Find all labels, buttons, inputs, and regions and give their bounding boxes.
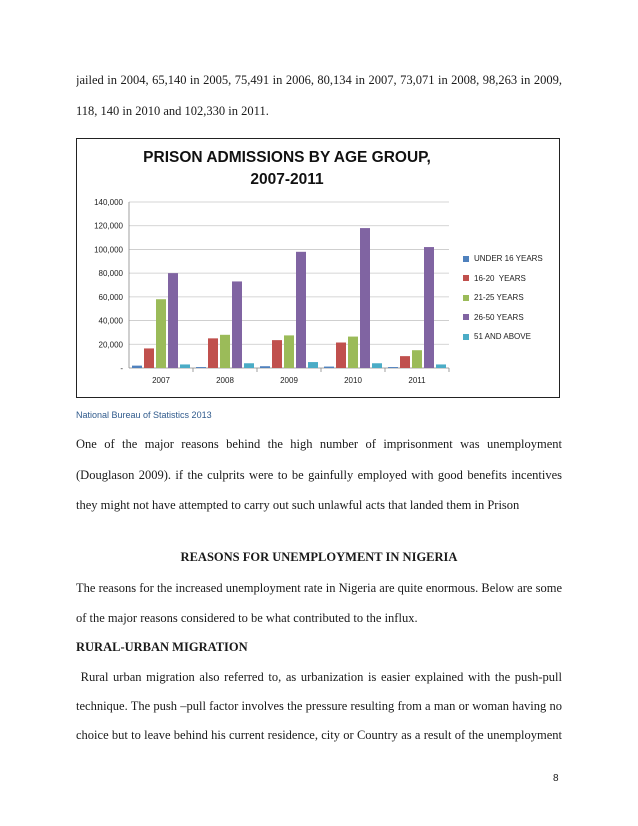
- bar-2010-series-0: [324, 367, 334, 368]
- bar-2008-series-0: [196, 367, 206, 368]
- legend-item: [463, 327, 543, 347]
- page-number: 8: [553, 773, 559, 784]
- bar-2009-series-1: [272, 340, 282, 368]
- bar-2011-series-0: [388, 367, 398, 368]
- bar-2008-series-4: [244, 363, 254, 368]
- bar-2008-series-3: [232, 281, 242, 368]
- para3-line-3: choice but to leave behind his current residence, city or Country as a result of the unemployment: [76, 728, 562, 742]
- legend-label: UNDER 16 YEARS: [474, 254, 543, 264]
- legend-item: [463, 249, 543, 269]
- legend-label: 16-20 YEARS: [474, 273, 526, 283]
- x-tick-label: 2009: [280, 376, 298, 385]
- y-tick-label: 60,000: [98, 292, 123, 302]
- legend-label: 26-50 YEARS: [474, 312, 524, 322]
- heading-rural-urban: RURAL-URBAN MIGRATION: [76, 640, 248, 654]
- para3-line-2: technique. The push –pull factor involves the pressure resulting from a man or woman having no: [76, 699, 562, 713]
- x-tick-label: 2007: [152, 376, 170, 385]
- y-tick-label: -: [120, 364, 123, 373]
- chart-source: National Bureau of Statistics 2013: [76, 410, 212, 420]
- y-tick-label: 120,000: [94, 221, 123, 231]
- bar-2007-series-2: [156, 299, 166, 368]
- bar-2010-series-4: [372, 363, 382, 368]
- chart-title-line-2: 2007-2011: [250, 171, 324, 188]
- legend-item: [463, 269, 543, 289]
- legend-swatch: [463, 314, 469, 320]
- bar-2011-series-3: [424, 247, 434, 368]
- bar-2009-series-2: [284, 335, 294, 368]
- bar-2010-series-3: [360, 228, 370, 368]
- prison-admissions-chart: [76, 138, 560, 398]
- y-tick-label: 100,000: [94, 245, 123, 255]
- para2-line-1: The reasons for the increased unemployment rate in Nigeria are quite enormous. Below are some: [76, 581, 562, 595]
- para3-line-1: Rural urban migration also referred to, as urbanization is easier explained with the push-pull: [76, 670, 562, 684]
- intro-line-1: jailed in 2004, 65,140 in 2005, 75,491 in 2006, 80,134 in 2007, 73,071 in 2008, 98,263 in 2009,: [76, 73, 562, 87]
- heading-reasons: REASONS FOR UNEMPLOYMENT IN NIGERIA: [180, 550, 458, 564]
- y-tick-label: 140,000: [94, 198, 123, 207]
- bar-2008-series-2: [220, 335, 230, 368]
- bar-2007-series-4: [180, 364, 190, 368]
- bar-2009-series-3: [296, 252, 306, 368]
- bar-2010-series-1: [336, 343, 346, 368]
- y-tick-label: 20,000: [98, 340, 123, 350]
- bar-2011-series-2: [412, 350, 422, 368]
- y-tick-label: 40,000: [98, 316, 123, 326]
- bar-2007-series-0: [132, 366, 142, 368]
- bar-2010-series-2: [348, 337, 358, 368]
- para1-line-3: they might not have attempted to carry out such unlawful acts that landed them in Prison: [76, 498, 520, 512]
- para1-line-1: One of the major reasons behind the high number of imprisonment was unemployment: [76, 437, 562, 451]
- x-tick-label: 2008: [216, 376, 234, 385]
- legend-item: [463, 308, 543, 328]
- legend-swatch: [463, 256, 469, 262]
- legend-label: 51 AND ABOVE: [474, 332, 531, 342]
- bar-2011-series-4: [436, 364, 446, 368]
- chart-title-line-1: PRISON ADMISSIONS BY AGE GROUP,: [143, 149, 431, 166]
- para1-line-2: (Douglason 2009). if the culprits were to be gainfully employed with good benefits incentives: [76, 468, 562, 482]
- legend-item: [463, 288, 543, 308]
- bar-2009-series-4: [308, 362, 318, 368]
- x-tick-label: 2010: [344, 376, 362, 385]
- legend-swatch: [463, 295, 469, 301]
- legend-label: 21-25 YEARS: [474, 293, 524, 303]
- bar-2007-series-1: [144, 348, 154, 368]
- y-tick-label: 80,000: [98, 269, 123, 279]
- x-tick-label: 2011: [408, 376, 426, 385]
- bar-2011-series-1: [400, 356, 410, 368]
- intro-line-2: 118, 140 in 2010 and 102,330 in 2011.: [76, 104, 269, 118]
- bar-2007-series-3: [168, 273, 178, 368]
- legend-swatch: [463, 275, 469, 281]
- bar-2009-series-0: [260, 366, 270, 368]
- chart-legend: [463, 249, 543, 347]
- legend-swatch: [463, 334, 469, 340]
- bar-2008-series-1: [208, 338, 218, 368]
- para2-line-2: of the major reasons considered to be what contributed to the influx.: [76, 611, 418, 625]
